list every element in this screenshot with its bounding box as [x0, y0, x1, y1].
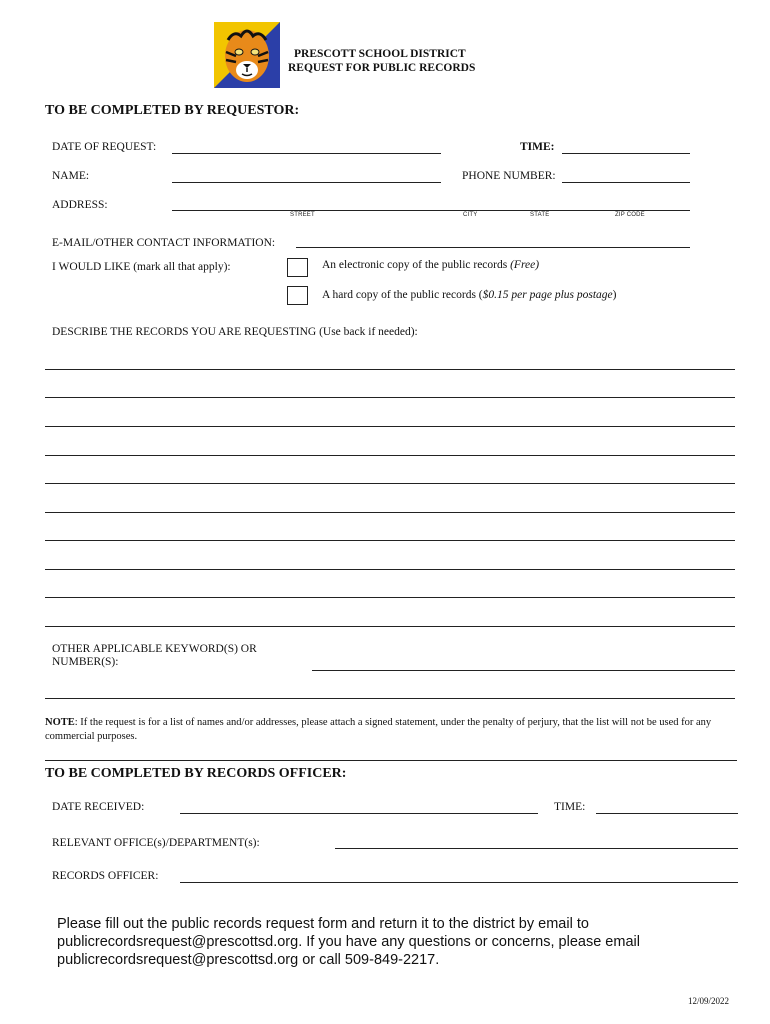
officer-time-label: TIME: — [554, 801, 586, 813]
description-line-7[interactable] — [45, 540, 735, 541]
address-label: ADDRESS: — [52, 199, 108, 211]
revision-date: 12/09/2022 — [688, 996, 730, 1006]
describe-records-label: DESCRIBE THE RECORDS YOU ARE REQUESTING (Use back if needed): — [52, 326, 418, 338]
district-name: PRESCOTT SCHOOL DISTRICT — [294, 48, 466, 60]
state-caption: STATE — [530, 212, 550, 218]
officer-time-field[interactable] — [596, 813, 738, 814]
description-line-9[interactable] — [45, 597, 735, 598]
hard-copy-checkbox[interactable] — [287, 286, 308, 305]
records-officer-label: RECORDS OFFICER: — [52, 870, 159, 882]
phone-number-field[interactable] — [562, 182, 690, 183]
hard-copy-note: $0.15 per page plus postage — [482, 289, 613, 301]
description-line-5[interactable] — [45, 483, 735, 484]
description-line-6[interactable] — [45, 512, 735, 513]
date-received-field[interactable] — [180, 813, 538, 814]
time-field[interactable] — [562, 153, 690, 154]
keywords-line-2[interactable] — [45, 698, 735, 699]
email-contact-field[interactable] — [296, 247, 690, 248]
requestor-section-title: TO BE COMPLETED BY REQUESTOR: — [45, 103, 300, 118]
description-line-2[interactable] — [45, 397, 735, 398]
note-text: : If the request is for a list of names and/or addresses, please attach a signed statement, under the penalty of perjury, that the list will not be used for any commercial purposes. — [45, 717, 712, 742]
email-contact-label: E-MAIL/OTHER CONTACT INFORMATION: — [52, 237, 276, 249]
note-label: NOTE — [45, 717, 75, 728]
relevant-office-field[interactable] — [335, 848, 738, 849]
street-caption: STREET — [290, 212, 315, 218]
phone-number-label: PHONE NUMBER: — [462, 170, 556, 182]
keywords-label-line-1: OTHER APPLICABLE KEYWORD(S) OR — [52, 643, 257, 655]
hard-copy-option: A hard copy of the public records ($0.15 per page plus postage) — [322, 289, 617, 301]
note-paragraph — [45, 716, 735, 744]
section-divider — [45, 760, 737, 761]
keywords-label-line-2: NUMBER(S): — [52, 656, 119, 668]
electronic-copy-note: (Free) — [510, 259, 540, 271]
description-line-1[interactable] — [45, 369, 735, 370]
electronic-copy-checkbox[interactable] — [287, 258, 308, 277]
description-line-10[interactable] — [45, 626, 735, 627]
relevant-office-label: RELEVANT OFFICE(s)/DEPARTMENT(s): — [52, 837, 260, 849]
city-caption: CITY — [463, 212, 478, 218]
tiger-logo-icon — [214, 22, 280, 88]
form-title: REQUEST FOR PUBLIC RECORDS — [288, 62, 476, 74]
date-of-request-field[interactable] — [172, 153, 441, 154]
name-field[interactable] — [172, 182, 441, 183]
description-line-3[interactable] — [45, 426, 735, 427]
description-line-8[interactable] — [45, 569, 735, 570]
zip-code-caption: ZIP CODE — [615, 212, 645, 218]
officer-section-title: TO BE COMPLETED BY RECORDS OFFICER: — [45, 766, 347, 781]
date-of-request-label: DATE OF REQUEST: — [52, 141, 157, 153]
electronic-copy-option: An electronic copy of the public records (Free) — [322, 259, 540, 271]
would-like-label: I WOULD LIKE (mark all that apply): — [52, 261, 231, 273]
records-officer-field[interactable] — [180, 882, 738, 883]
date-received-label: DATE RECEIVED: — [52, 801, 145, 813]
keywords-field[interactable] — [312, 670, 735, 671]
address-field[interactable] — [172, 210, 690, 211]
time-label: TIME: — [520, 141, 555, 153]
instructions-text: Please fill out the public records request form and return it to the district by email to publicrecordsrequest@prescottsd.org. If you have any questions or concerns, please email publicrecordsrequest@prescottsd.org or call 509-849-2217. — [57, 916, 640, 968]
description-line-4[interactable] — [45, 455, 735, 456]
name-label: NAME: — [52, 170, 90, 182]
